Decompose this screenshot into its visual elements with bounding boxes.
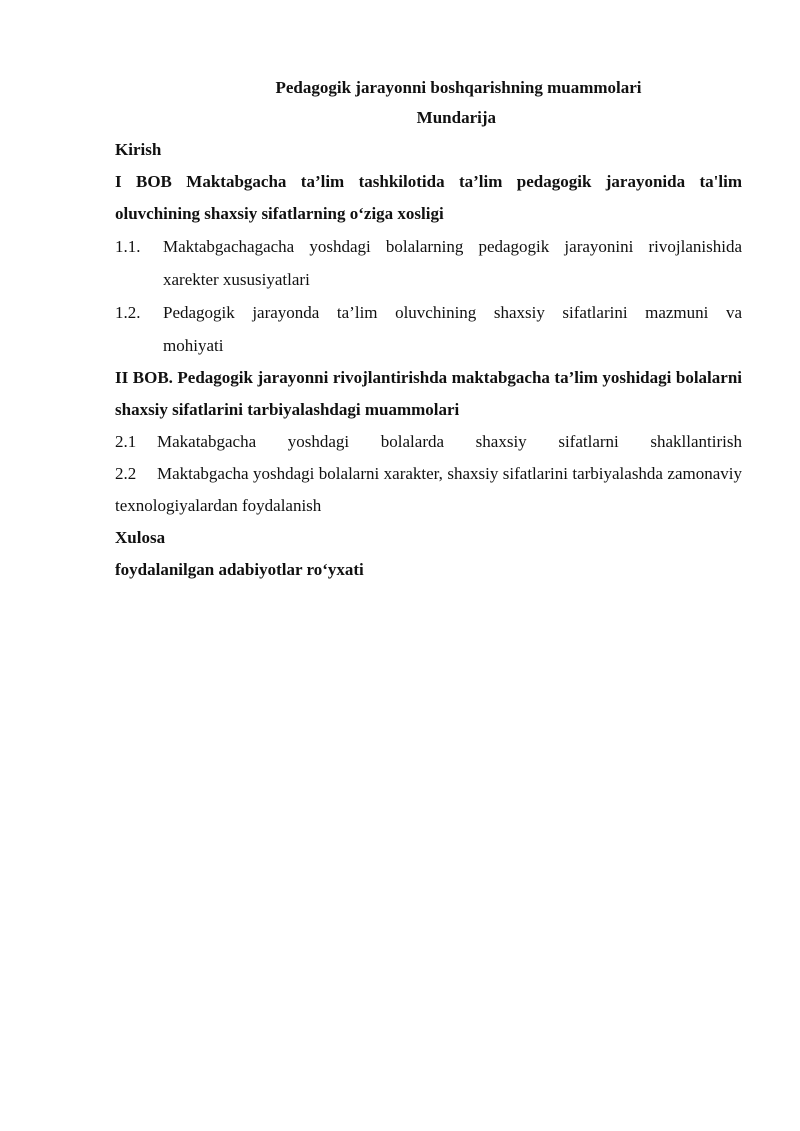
toc-chapter-1: I BOB Maktabgacha ta’lim tashkilotida ta’lim pedagogik jarayonida ta'lim oluvchining shaxsiy sifatlarning o‘ziga xosligi <box>115 172 742 223</box>
table-of-contents <box>115 74 742 586</box>
toc-section-2-2 <box>115 458 742 522</box>
section-title-line-2: xarekter xususiyatlari <box>163 270 310 289</box>
section-title-line-2: mohiyati <box>163 336 224 355</box>
section-number: 1.1. <box>115 237 141 256</box>
section-title <box>163 230 742 296</box>
section-title-line-1: Pedagogik jarayonda ta’lim oluvchining shaxsiy sifatlarini mazmuni va <box>163 303 742 322</box>
toc-section-1-2 <box>115 296 742 362</box>
section-title: Makatabgacha yoshdagi bolalarda shaxsiy sifatlarni shakllantirish <box>157 432 742 451</box>
document-title: Pedagogik jarayonni boshqarishning muammolari <box>275 78 642 97</box>
toc-intro: Kirish <box>115 140 162 159</box>
toc-conclusion: Xulosa <box>115 528 166 547</box>
toc-section-1-1 <box>115 230 742 296</box>
section-number: 2.2 <box>115 464 137 483</box>
section-title <box>163 296 742 362</box>
section-number: 2.1 <box>115 432 137 451</box>
section-title-line-1: Maktabgachagacha yoshdagi bolalarning pedagogik jarayonini rivojlanishida <box>163 237 742 256</box>
toc-references: foydalanilgan adabiyotlar ro‘yxati <box>115 560 364 579</box>
section-title: Maktabgacha yoshdagi bolalarni xarakter, shaxsiy sifatlarini tarbiyalashda zamonaviy texnologiyalardan foydalanish <box>115 464 742 515</box>
toc-chapter-2: II BOB. Pedagogik jarayonni rivojlantirishda maktabgacha ta’lim yoshidagi bolalarni shaxsiy sifatlarini tarbiyalashdagi muammolari <box>115 368 742 419</box>
toc-section-2-1 <box>115 426 742 458</box>
section-number: 1.2. <box>115 303 141 322</box>
contents-heading: Mundarija <box>416 108 496 127</box>
